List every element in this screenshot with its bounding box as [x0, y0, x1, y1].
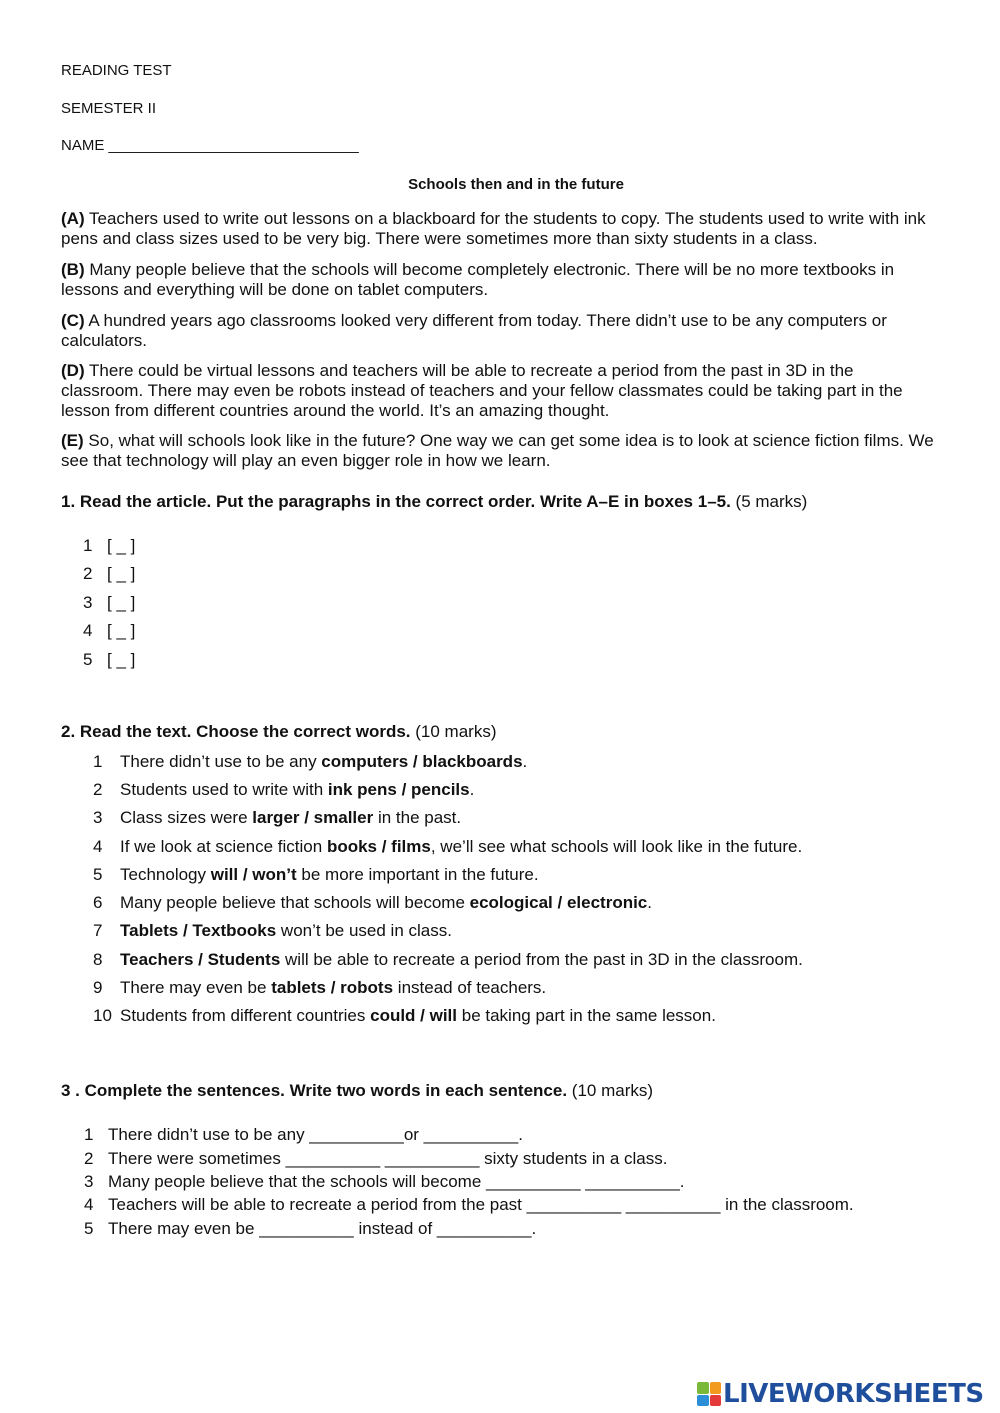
paragraph-text: There could be virtual lessons and teachers will be able to recreate a period from the past in 3D in the classroom. There may even be robots instead of teachers and your fellow classmates could be taking part in the lesson from different countries around the world. It’s an amazing thought.: [61, 361, 903, 420]
paragraph-label: (B): [61, 260, 85, 279]
fill-item-3[interactable]: 3 Many people believe that the schools will become __________ __________.: [84, 1172, 685, 1191]
paragraph-text: So, what will schools look like in the future? One way we can get some idea is to look at science fiction films. We see that technology will play an even bigger role in how we learn.: [61, 431, 934, 470]
order-box-5[interactable]: 5 [ _ ]: [83, 650, 136, 669]
paragraph-label: (A): [61, 209, 85, 228]
choice-item-6: 6 Many people believe that schools will become ecological / electronic.: [93, 893, 652, 912]
order-box-1[interactable]: 1 [ _ ]: [83, 536, 136, 555]
fill-item-1[interactable]: 1 There didn’t use to be any __________or __________.: [84, 1125, 523, 1144]
paragraph-c: [61, 311, 936, 351]
choice-options[interactable]: books / films: [326, 837, 431, 856]
fill-item-2[interactable]: 2 There were sometimes __________ __________ sixty students in a class.: [84, 1149, 668, 1168]
paragraph-label: (E): [61, 431, 84, 450]
article-title: Schools then and in the future: [408, 176, 624, 193]
paragraph-text: Teachers used to write out lessons on a blackboard for the students to copy. The students used to write with ink pens and class sizes used to be very big. There were sometimes more than sixty students in a class.: [61, 209, 926, 248]
paragraph-text: A hundred years ago classrooms looked very different from today. There didn’t use to be any computers or calculators.: [61, 311, 887, 350]
paragraph-label: (D): [61, 361, 85, 380]
choice-options[interactable]: Tablets / Textbooks: [120, 921, 277, 940]
liveworksheets-logo[interactable]: [697, 1379, 984, 1409]
choice-item-5: 5 Technology will / won’t be more important in the future.: [93, 865, 539, 884]
choice-item-2: 2 Students used to write with ink pens / pencils.: [93, 780, 475, 799]
fill-item-4[interactable]: 4 Teachers will be able to recreate a period from the past __________ __________ in the classroom.: [84, 1195, 854, 1214]
choice-options[interactable]: tablets / robots: [271, 978, 394, 997]
question-3-instruction: 3 . Complete the sentences. Write two words in each sentence. (10 marks): [61, 1081, 654, 1100]
name-field[interactable]: NAME ______________________________: [61, 137, 359, 154]
paragraph-e: [61, 431, 936, 471]
choice-item-8: 8 Teachers / Students will be able to recreate a period from the past in 3D in the classroom.: [93, 950, 803, 969]
choice-options[interactable]: will / won’t: [210, 865, 297, 884]
paragraph-d: [61, 361, 936, 421]
choice-item-1: 1 There didn’t use to be any computers / blackboards.: [93, 752, 528, 771]
choice-options[interactable]: ecological / electronic: [469, 893, 648, 912]
choice-item-7: 7 Tablets / Textbooks won’t be used in class.: [93, 921, 452, 940]
semester-label: SEMESTER II: [61, 100, 157, 117]
paragraph-a: [61, 209, 936, 249]
choice-options[interactable]: could / will: [370, 1006, 458, 1025]
order-box-4[interactable]: 4 [ _ ]: [83, 621, 136, 640]
choice-item-3: 3 Class sizes were larger / smaller in the past.: [93, 808, 462, 827]
choice-options[interactable]: larger / smaller: [252, 808, 374, 827]
fill-item-5[interactable]: 5 There may even be __________ instead of __________.: [84, 1219, 537, 1238]
order-box-3[interactable]: 3 [ _ ]: [83, 593, 136, 612]
paragraph-text: Many people believe that the schools will become completely electronic. There will be no more textbooks in lessons and everything will be done on tablet computers.: [61, 260, 895, 299]
logo-text: LIVEWORKSHEETS: [723, 1379, 984, 1409]
paragraph-b: [61, 260, 936, 300]
paragraph-label: (C): [61, 311, 85, 330]
question-2-instruction: 2. Read the text. Choose the correct words. (10 marks): [61, 722, 497, 741]
choice-item-4: 4 If we look at science fiction books / films, we’ll see what schools will look like in the future.: [93, 837, 803, 856]
choice-options[interactable]: ink pens / pencils: [327, 780, 470, 799]
choice-options[interactable]: Teachers / Students: [120, 950, 281, 969]
choice-item-10: 10 Students from different countries could / will be taking part in the same lesson.: [93, 1006, 716, 1025]
choice-options[interactable]: computers / blackboards: [321, 752, 523, 771]
order-box-2[interactable]: 2 [ _ ]: [83, 564, 136, 583]
test-title: READING TEST: [61, 62, 172, 79]
choice-item-9: 9 There may even be tablets / robots instead of teachers.: [93, 978, 547, 997]
liveworksheets-icon: [697, 1382, 721, 1406]
question-1-instruction: 1. Read the article. Put the paragraphs in the correct order. Write A–E in boxes 1–5. (5 marks): [61, 492, 808, 511]
